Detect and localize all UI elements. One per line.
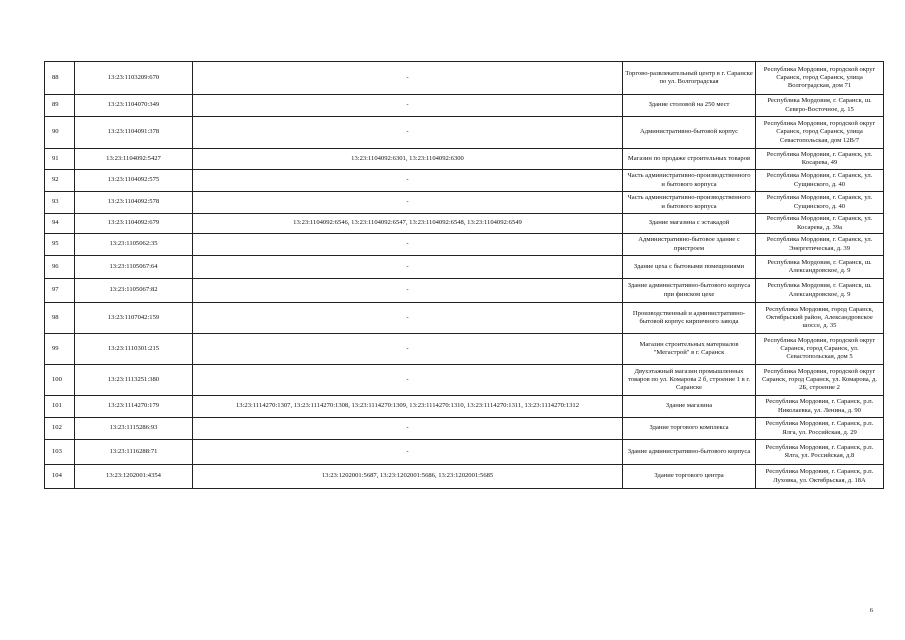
row-number: 100 [45,365,75,396]
table-row [45,62,884,95]
object-name: Производственный и административно-бытовой корпус кирпичного завода [623,303,756,334]
table-row [45,192,884,214]
row-number: 94 [45,214,75,234]
related-cadastral-numbers: - [193,256,623,279]
table-row [45,214,884,234]
object-address: Республика Мордовия, г. Саранск, ш. Северо-Восточное, д. 15 [756,95,884,117]
related-cadastral-numbers: - [193,303,623,334]
table-row [45,465,884,489]
object-name: Здание торгового комплекса [623,418,756,440]
row-number: 104 [45,465,75,489]
related-cadastral-numbers: - [193,62,623,95]
cadastral-number: 13:23:1104091:378 [75,117,193,149]
related-cadastral-numbers: - [193,234,623,256]
cadastral-number: 13:23:1104092:575 [75,170,193,192]
object-name: Здание цеха с бытовыми помещениями [623,256,756,279]
row-number: 102 [45,418,75,440]
row-number: 93 [45,192,75,214]
related-cadastral-numbers: - [193,117,623,149]
object-address: Республика Мордовия, г. Саранск, ул. Энергетическая, д. 39 [756,234,884,256]
object-name: Торгово-развлекательный центр в г. Саранске по ул. Волгоградская [623,62,756,95]
table-row [45,365,884,396]
related-cadastral-numbers: - [193,192,623,214]
table-row [45,149,884,170]
cadastral-number: 13:23:1105067:82 [75,279,193,303]
object-address: Республика Мордовия, г. Саранск, ш. Александровское, д. 9 [756,279,884,303]
object-name: Здание административно-бытового корпуса [623,440,756,465]
row-number: 103 [45,440,75,465]
row-number: 96 [45,256,75,279]
related-cadastral-numbers: - [193,365,623,396]
object-name: Административно-бытовой корпус [623,117,756,149]
object-address: Республика Мордовия, г. Саранск, ул. Косарева, д. 39а [756,214,884,234]
table-row [45,234,884,256]
cadastral-number: 13:23:1105062:35 [75,234,193,256]
cadastral-number: 13:23:1104092:578 [75,192,193,214]
row-number: 99 [45,334,75,365]
object-address: Республика Мордовия, г. Саранск, ш. Александровское, д. 9 [756,256,884,279]
table-row [45,396,884,418]
row-number: 92 [45,170,75,192]
object-address: Республика Мордовия, г. Саранск, р.п. Николаевка, ул. Ленина, д. 90 [756,396,884,418]
row-number: 95 [45,234,75,256]
related-cadastral-numbers: - [193,170,623,192]
row-number: 98 [45,303,75,334]
object-address: Республика Мордовия, г. Саранск, р.п. Ялга, ул. Российская, д.8 [756,440,884,465]
row-number: 91 [45,149,75,170]
object-address: Республика Мордовия, городской округ Саранск, город Саранск, ул. Комарова, д. 2Б, строение 2 [756,365,884,396]
row-number: 101 [45,396,75,418]
cadastral-number: 13:23:1114270:179 [75,396,193,418]
row-number: 88 [45,62,75,95]
related-cadastral-numbers: - [193,95,623,117]
cadastral-number: 13:23:1105067:64 [75,256,193,279]
object-name: Здание магазина с эстакадой [623,214,756,234]
object-address: Республика Мордовия, г. Саранск, ул. Сущинского, д. 40 [756,170,884,192]
object-address: Республика Мордовия, городской округ Саранск, город Саранск, улица Волгоградская, дом 71 [756,62,884,95]
page-number: 6 [869,607,873,614]
object-name: Здание столовой на 250 мест [623,95,756,117]
related-cadastral-numbers: 13:23:1114270:1307, 13:23:1114270:1308, 13:23:1114270:1309, 13:23:1114270:1310, 13:23:1114270:1311, 13:23:1114270:1312 [193,396,623,418]
object-address: Республика Мордовия, г. Саранск, р.п. Ялга, ул. Российская, д. 29 [756,418,884,440]
table-row [45,117,884,149]
table-row [45,170,884,192]
table-row [45,279,884,303]
table-row [45,418,884,440]
object-address: Республика Мордовия, городской округ Саранск, город Саранск, ул. Севастопольская, дом 5 [756,334,884,365]
related-cadastral-numbers: 13:23:1104092:6546, 13:23:1104092:6547, 13:23:1104092:6548, 13:23:1104092:6549 [193,214,623,234]
related-cadastral-numbers: 13:23:1202001:5687, 13:23:1202001:5686, 13:23:1202001:5685 [193,465,623,489]
related-cadastral-numbers: - [193,334,623,365]
related-cadastral-numbers: 13:23:1104092:6301, 13:23:1104092:6300 [193,149,623,170]
object-name: Здание магазина [623,396,756,418]
registry-body [45,62,884,489]
registry-table [44,61,884,489]
cadastral-number: 13:23:1113251:380 [75,365,193,396]
object-address: Республика Мордовия, г. Саранск, ул. Сущинского, д. 40 [756,192,884,214]
cadastral-number: 13:23:1110301:215 [75,334,193,365]
object-name: Часть административно-производственного и бытового корпуса [623,170,756,192]
object-name: Здание административно-бытового корпуса при финском цехе [623,279,756,303]
table-row [45,95,884,117]
object-address: Республика Мордовия, г. Саранск, ул. Косарева, 49 [756,149,884,170]
related-cadastral-numbers: - [193,418,623,440]
table-row [45,334,884,365]
object-name: Магазин строительных материалов "Мегастрой" в г. Саранск [623,334,756,365]
related-cadastral-numbers: - [193,279,623,303]
object-address: Республика Мордовия, городской округ Саранск, город Саранск, улица Севастопольская, дом 12В/7 [756,117,884,149]
row-number: 90 [45,117,75,149]
object-name: Здание торгового центра [623,465,756,489]
object-address: Республика Мордовия, г. Саранск, р.п. Луховка, ул. Октябрьская, д. 18А [756,465,884,489]
row-number: 89 [45,95,75,117]
row-number: 97 [45,279,75,303]
cadastral-number: 13:23:1202001:4354 [75,465,193,489]
cadastral-number: 13:23:1104070:349 [75,95,193,117]
cadastral-number: 13:23:1115286:93 [75,418,193,440]
cadastral-number: 13:23:1103209:670 [75,62,193,95]
object-address: Республика Мордовия, город Саранск, Октябрьский район, Александровское шоссе, д. 35 [756,303,884,334]
cadastral-number: 13:23:1116288:71 [75,440,193,465]
object-name: Магазин по продаже строительных товаров [623,149,756,170]
cadastral-number: 13:23:1107042:159 [75,303,193,334]
related-cadastral-numbers: - [193,440,623,465]
table-row [45,303,884,334]
object-name: Часть административно-производственного и бытового корпуса [623,192,756,214]
cadastral-number: 13:23:1104092:5427 [75,149,193,170]
cadastral-number: 13:23:1104092:679 [75,214,193,234]
table-row [45,256,884,279]
object-name: Двухэтажный магазин промышленных товаров по ул. Комарова 2 б, строение 1 в г. Саранске [623,365,756,396]
object-name: Административно-бытовое здание с пристроем [623,234,756,256]
table-row [45,440,884,465]
